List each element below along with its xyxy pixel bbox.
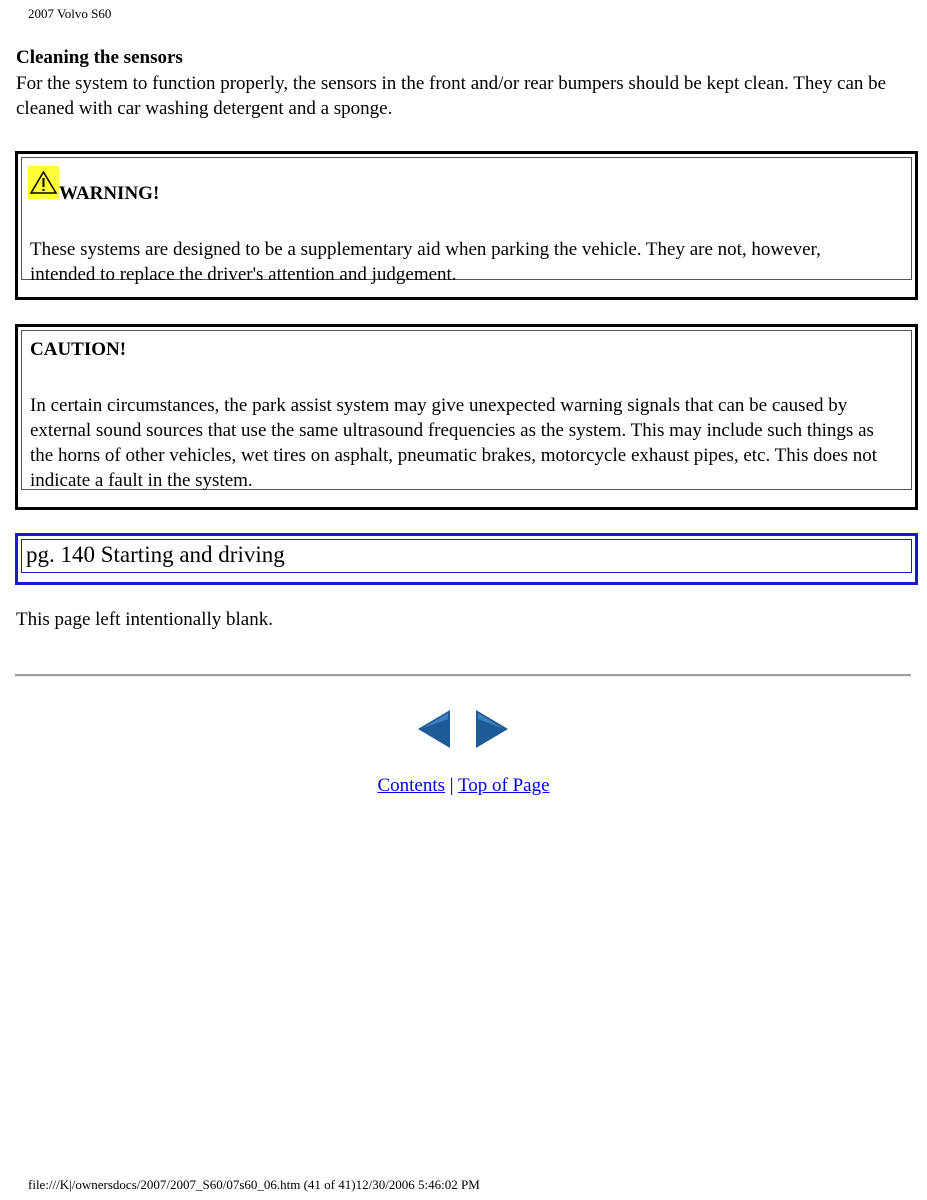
top-of-page-link[interactable]: Top of Page: [458, 775, 550, 796]
arrow-right-icon[interactable]: [476, 710, 508, 748]
section-title: Cleaning the sensors: [16, 47, 183, 68]
file-path-footer: file:///K|/ownersdocs/2007/2007_S60/07s60_06.htm (41 of 41)12/30/2006 5:46:02 PM: [28, 1177, 480, 1192]
warning-triangle-icon: [28, 166, 59, 199]
caution-title: CAUTION!: [30, 339, 127, 360]
footer-links: [0, 775, 927, 797]
page-navigation: [418, 710, 513, 748]
link-separator: |: [449, 775, 454, 796]
warning-text: These systems are designed to be a supplementary aid when parking the vehicle. They are not, however, intended to replace the driver's attention and judgement.: [30, 239, 821, 285]
blank-page-note: This page left intentionally blank.: [16, 609, 273, 630]
contents-link[interactable]: Contents: [377, 775, 446, 796]
caution-text: In certain circumstances, the park assist system may give unexpected warning signals that can be caused by external sound sources that use the same ultrasound frequencies as the system. This may include such things as the horns of other vehicles, wet tires on asphalt, pneumatic brakes, motorcycle exhaust pipes, etc. This does not indicate a fault in the system.: [30, 395, 878, 491]
horizontal-divider: [15, 674, 911, 677]
cleaning-paragraph: For the system to function properly, the sensors in the front and/or rear bumpers should be kept clean. They can be cleaned with car washing detergent and a sponge.: [16, 73, 887, 119]
caution-box: [15, 324, 918, 510]
page-section-title: pg. 140 Starting and driving: [26, 542, 285, 567]
arrow-left-icon[interactable]: [418, 710, 450, 748]
page-section-header: [15, 533, 918, 585]
warning-box: [15, 151, 918, 300]
document-header: 2007 Volvo S60: [28, 6, 112, 21]
warning-title: WARNING!: [59, 183, 160, 204]
